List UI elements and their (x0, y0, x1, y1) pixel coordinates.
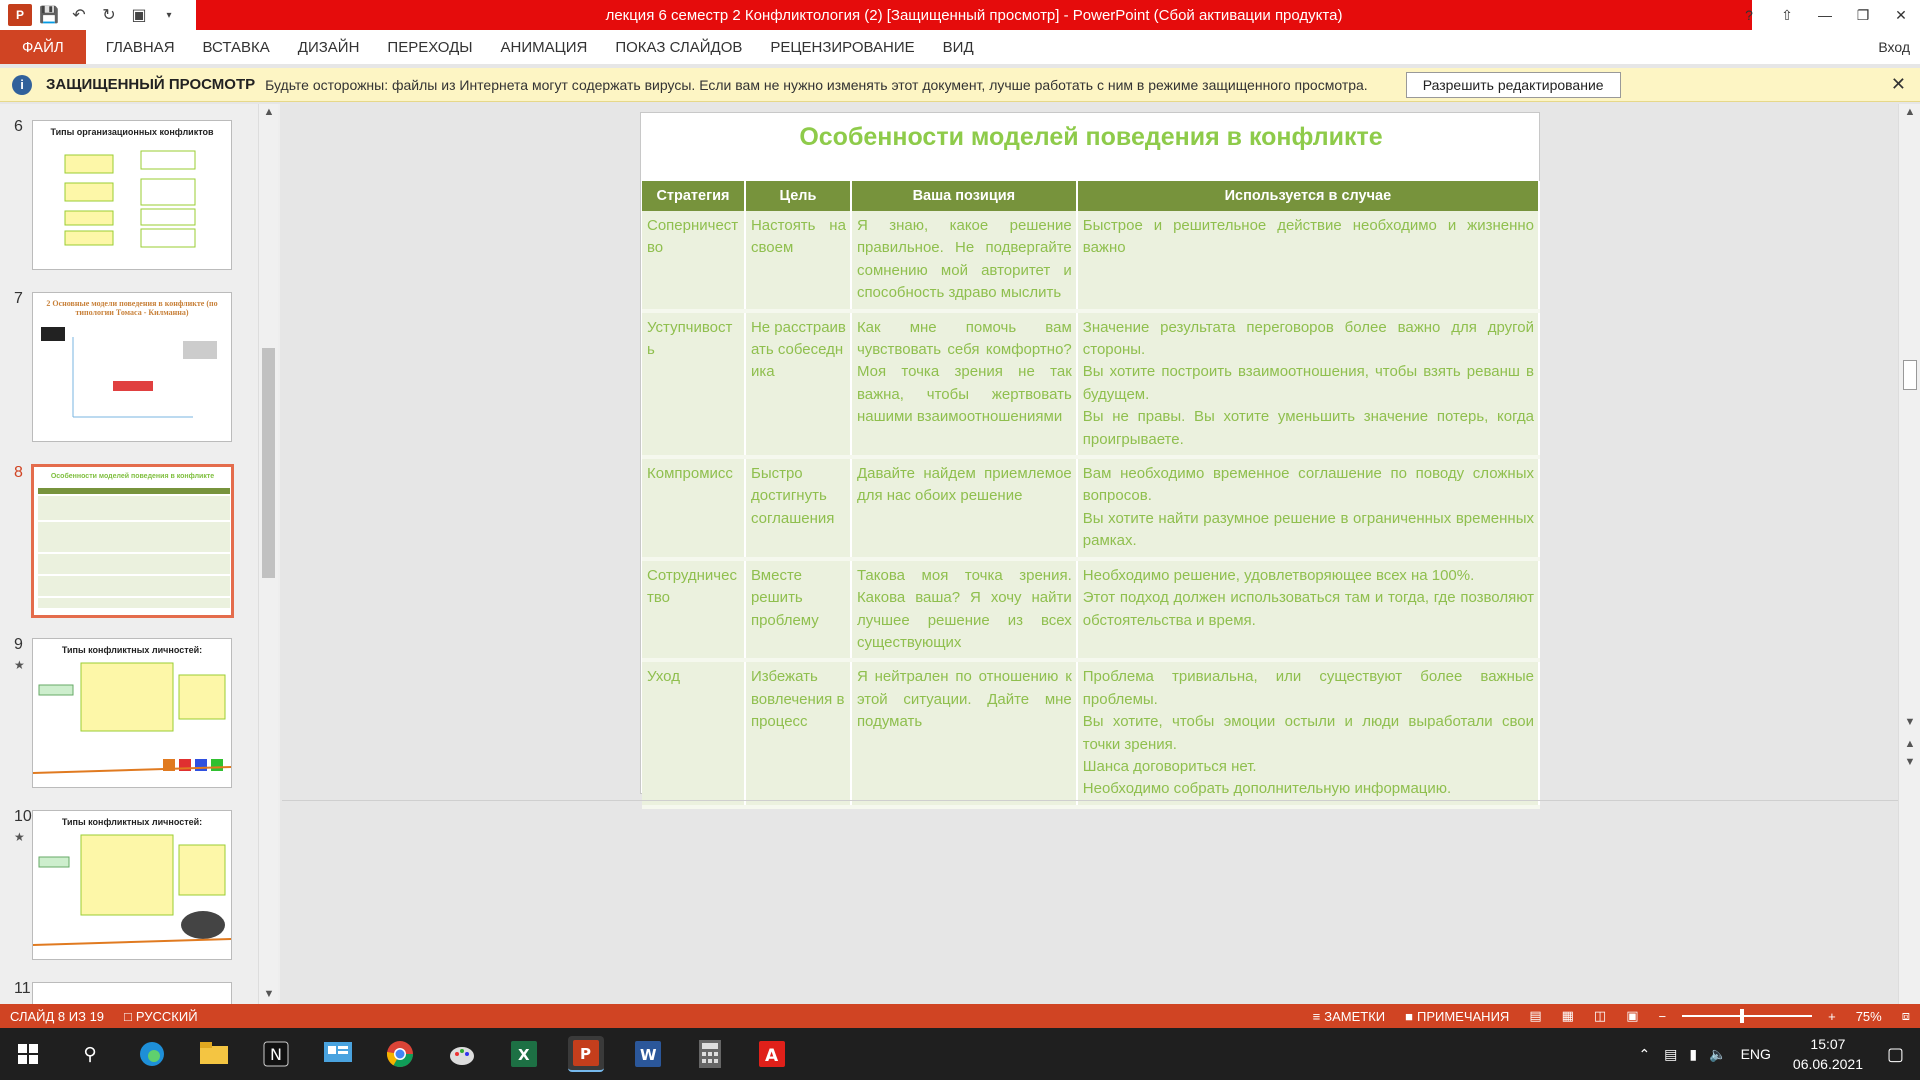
tab-slideshow[interactable]: ПОКАЗ СЛАЙДОВ (615, 38, 743, 56)
reading-view-icon[interactable]: ◫ (1593, 1008, 1607, 1023)
thumb-diagram (33, 317, 232, 437)
next-slide-icon[interactable]: ▼︎ (1904, 756, 1916, 768)
fit-slide-icon[interactable]: ⧈ (1901, 1008, 1910, 1023)
quick-access-toolbar (0, 0, 196, 30)
editor-scrollbar[interactable] (1898, 104, 1920, 1004)
ribbon-display-icon[interactable]: ⇧ (1781, 6, 1793, 23)
cell-goal: Избежать вовлечения в процесс (745, 660, 851, 806)
svg-text:W: W (640, 1046, 657, 1064)
table-row (642, 311, 1539, 457)
header-goal: Цель (745, 181, 851, 211)
excel-icon[interactable] (506, 1036, 542, 1072)
info-shield-icon: i (12, 75, 32, 95)
battery-icon[interactable]: ▮ (1689, 1045, 1698, 1062)
header-usage: Используется в случае (1077, 181, 1539, 211)
file-explorer-icon[interactable] (196, 1036, 232, 1072)
cell-usage (1077, 311, 1539, 457)
slide-thumbnail-10[interactable] (32, 810, 232, 960)
slide-thumbnail-11[interactable] (32, 982, 232, 1004)
protected-view-bar (0, 68, 1920, 102)
cell-goal: Настоять на своем (745, 211, 851, 311)
thumb-table (34, 480, 234, 610)
windows-start-icon[interactable] (10, 1036, 46, 1072)
table-row (642, 211, 1539, 311)
word-icon[interactable] (630, 1036, 666, 1072)
tab-design[interactable]: ДИЗАЙН (297, 38, 360, 56)
usage-line: Вам необходимо временное соглашение по поводу сложных вопросов. (1082, 465, 1534, 505)
scroll-down-icon[interactable]: ▼ (1904, 716, 1916, 728)
table-row (642, 559, 1539, 661)
protected-view-message: Будьте осторожны: файлы из Интернета могут содержать вирусы. Если вам не нужно изменять этот документ, лучше работать с ним в режиме защищенного просмотра. (265, 76, 1368, 93)
status-bar (0, 1004, 1920, 1028)
network-icon[interactable]: ▤ (1664, 1045, 1678, 1062)
notes-button[interactable] (1303, 1009, 1395, 1024)
sign-in-link[interactable]: Вход (1878, 39, 1910, 55)
notes-icon: ≡ (1312, 1008, 1321, 1024)
usage-line: Вы хотите построить взаимоотношения, чтобы взять реванш в будущем. (1082, 363, 1534, 403)
thumb-title: Типы организационных конфликтов (50, 127, 214, 137)
usage-line: Проблема тривиальна, или существуют более важные проблемы. (1082, 668, 1534, 708)
usage-line: Необходимо собрать дополнительную информацию. (1082, 780, 1452, 798)
comments-label: ПРИМЕЧАНИЯ (1416, 1008, 1510, 1024)
slide-canvas[interactable] (640, 112, 1540, 798)
clock[interactable] (1793, 1034, 1863, 1074)
usage-line: Этот подход должен использоваться там и тогда, где позволяют обстоятельства и время. (1082, 589, 1534, 629)
tab-file[interactable]: ФАЙЛ (0, 30, 86, 64)
cell-usage (1077, 457, 1539, 559)
usage-line: Шанса договориться нет. (1082, 757, 1257, 775)
tab-animations[interactable]: АНИМАЦИЯ (500, 38, 588, 56)
thumbnails-scrollbar[interactable] (258, 104, 278, 1004)
scroll-up-icon[interactable]: ▲ (263, 106, 275, 118)
notes-divider[interactable] (282, 800, 1898, 801)
cell-goal: Не расстраивать собеседника (745, 311, 851, 457)
restore-icon[interactable]: ❐ (1856, 6, 1870, 23)
zoom-level[interactable]: 75% (1855, 1008, 1882, 1024)
thumb-number: 10 (14, 808, 32, 825)
tab-insert[interactable]: ВСТАВКА (202, 38, 270, 56)
usage-line: Необходимо решение, удовлетворяющее всех на 100%. (1082, 566, 1475, 584)
thumb-diagram (33, 137, 232, 257)
input-language[interactable]: ENG (1740, 1046, 1771, 1062)
header-position: Ваша позиция (851, 181, 1077, 211)
cell-strategy: Уступчивость (642, 311, 745, 457)
close-icon[interactable]: ✕ (1895, 6, 1907, 23)
slide-thumbnail-6[interactable] (32, 120, 232, 270)
save-icon[interactable]: 💾 (39, 7, 59, 24)
language-label: РУССКИЙ (135, 1008, 198, 1024)
notion-icon[interactable] (258, 1036, 294, 1072)
clock-time: 15:07 (1810, 1036, 1846, 1052)
cell-strategy: Уход (642, 660, 745, 806)
slide-thumbnails-panel (0, 104, 280, 1004)
svg-text:X: X (518, 1046, 530, 1064)
tab-transitions[interactable]: ПЕРЕХОДЫ (387, 38, 473, 56)
usage-line: Вы не правы. Вы хотите уменьшить значение потерь, когда проигрываете. (1082, 408, 1534, 448)
animation-star-icon: ★ (14, 658, 25, 672)
cell-usage (1077, 211, 1539, 311)
tab-view[interactable]: ВИД (942, 38, 974, 56)
cell-position: Такова моя точка зрения. Какова ваша? Я хочу найти лучшее решение из всех существующих (851, 559, 1077, 661)
zoom-slider-knob[interactable] (1740, 1009, 1744, 1023)
usage-line: Вы хотите, чтобы эмоции остыли и люди выработали свои точки зрения. (1082, 713, 1534, 753)
slideshow-icon[interactable]: ▣ (131, 7, 147, 24)
cell-strategy: Сотрудничество (642, 559, 745, 661)
thumb-diagram (33, 827, 232, 947)
undo-icon[interactable]: ↶ (72, 7, 86, 24)
thumb-title: Типы конфликтных личностей: (61, 817, 203, 827)
search-icon[interactable]: ⚲ (83, 1043, 97, 1064)
slide-title: Особенности моделей поведения в конфликте (799, 123, 1383, 151)
powerpoint-taskbar-icon[interactable] (568, 1036, 604, 1072)
zoom-out-icon[interactable]: − (1658, 1008, 1667, 1024)
minimize-icon[interactable]: — (1818, 7, 1832, 23)
chrome-icon[interactable] (382, 1036, 418, 1072)
tray-chevron-icon[interactable]: ⌃ (1638, 1045, 1651, 1062)
enable-editing-button[interactable]: Разрешить редактирование (1406, 72, 1621, 98)
window-title: лекция 6 семестр 2 Конфликтология (2) [Защищенный просмотр] - PowerPoint (Сбой активации продукта) (196, 0, 1752, 30)
tab-review[interactable]: РЕЦЕНЗИРОВАНИЕ (770, 38, 915, 56)
normal-view-icon[interactable]: ▤ (1529, 1008, 1542, 1023)
windows-taskbar (0, 1028, 1920, 1080)
cell-position: Давайте найдем приемлемое для нас обоих решение (851, 457, 1077, 559)
zoom-slider[interactable] (1682, 1015, 1812, 1017)
title-bar (0, 0, 1920, 30)
thumb-number: 7 (14, 290, 23, 307)
protected-view-title: ЗАЩИЩЕННЫЙ ПРОСМОТР (46, 76, 256, 93)
cell-position: Как мне помочь вам чувствовать себя комфортно? Моя точка зрения не так важна, чтобы жертвовать нашими взаимоотношениями (851, 311, 1077, 457)
proofing-icon: □ (124, 1008, 132, 1024)
acrobat-icon[interactable] (754, 1036, 790, 1072)
table-row (642, 660, 1539, 806)
clock-date: 06.06.2021 (1792, 1056, 1863, 1072)
thumb-title: 2 Основные модели поведения в конфликте (по типологии Томаса - Килманна) (46, 299, 218, 317)
notifications-icon[interactable]: ▢ (1886, 1043, 1904, 1064)
cell-goal: Быстро достигнуть соглашения (745, 457, 851, 559)
paint-icon[interactable] (444, 1036, 480, 1072)
slide-thumbnail-8[interactable] (31, 464, 234, 618)
cell-usage (1077, 559, 1539, 661)
system-tray (1630, 1028, 1920, 1080)
control-panel-icon[interactable] (320, 1036, 356, 1072)
usage-line: Быстрое и решительное действие необходимо и жизненно важно (1082, 217, 1534, 257)
strategies-table (642, 181, 1540, 809)
edge-browser-icon[interactable] (134, 1036, 170, 1072)
powerpoint-app-icon[interactable]: P (8, 4, 32, 26)
svg-text:P: P (580, 1045, 591, 1063)
thumb-diagram (33, 655, 232, 775)
help-icon[interactable]: ? (1745, 7, 1753, 23)
notes-label: ЗАМЕТКИ (1324, 1008, 1386, 1024)
slide-thumbnail-7[interactable] (32, 292, 232, 442)
scroll-thumb[interactable] (1903, 360, 1917, 390)
slideshow-view-icon[interactable]: ▣ (1626, 1008, 1639, 1023)
cell-position: Я нейтрален по отношению к этой ситуации. Дайте мне подумать (851, 660, 1077, 806)
thumb-number: 9 (14, 636, 23, 653)
thumb-title: Типы конфликтных личностей: (61, 645, 203, 655)
close-bar-icon[interactable]: ✕ (1890, 74, 1906, 94)
previous-slide-icon[interactable]: ▲︎ (1904, 738, 1916, 750)
scroll-up-icon[interactable]: ▲ (1904, 106, 1916, 118)
header-strategy: Стратегия (642, 181, 745, 211)
svg-text:A: A (765, 1046, 779, 1066)
tab-home[interactable]: ГЛАВНАЯ (105, 38, 175, 56)
window-controls (1730, 0, 1920, 30)
zoom-in-icon[interactable]: + (1828, 1008, 1836, 1024)
cell-goal: Вместе решить проблему (745, 559, 851, 661)
redo-icon[interactable]: ↻ (102, 7, 116, 24)
scroll-down-icon[interactable]: ▼ (263, 988, 275, 1000)
cell-usage (1077, 660, 1539, 806)
customize-qat-icon[interactable]: ▾ (166, 9, 172, 21)
usage-line: Значение результата переговоров более важно для другой стороны. (1082, 318, 1534, 359)
calculator-icon[interactable] (692, 1036, 728, 1072)
language-indicator[interactable] (114, 1009, 208, 1024)
thumb-number: 8 (14, 464, 23, 481)
comments-button[interactable] (1395, 1009, 1519, 1024)
table-row (642, 457, 1539, 559)
usage-line: Вы хотите найти разумное решение в ограниченных временных рамках. (1082, 509, 1534, 550)
scroll-thumb[interactable] (262, 348, 275, 578)
ribbon-tabs (0, 30, 1920, 64)
cell-strategy: Компромисс (642, 457, 745, 559)
volume-icon[interactable]: 🔈 (1709, 1045, 1727, 1062)
table-header-row (642, 181, 1539, 211)
slide-thumbnail-9[interactable] (32, 638, 232, 788)
slide-sorter-icon[interactable]: ▦ (1561, 1008, 1574, 1023)
slide-editor (282, 104, 1898, 1004)
animation-star-icon: ★ (14, 830, 25, 844)
cell-strategy: Соперничество (642, 211, 745, 311)
comment-icon: ■ (1405, 1008, 1413, 1024)
svg-text:N: N (270, 1045, 282, 1064)
thumb-number: 6 (14, 118, 23, 135)
thumb-title: Особенности моделей поведения в конфликте (50, 473, 215, 480)
cell-position: Я знаю, какое решение правильное. Не подвергайте сомнению мой авторитет и способность здраво мыслить (851, 211, 1077, 311)
thumb-number: 11 (14, 980, 31, 997)
slide-counter: СЛАЙД 8 ИЗ 19 (10, 1008, 105, 1024)
